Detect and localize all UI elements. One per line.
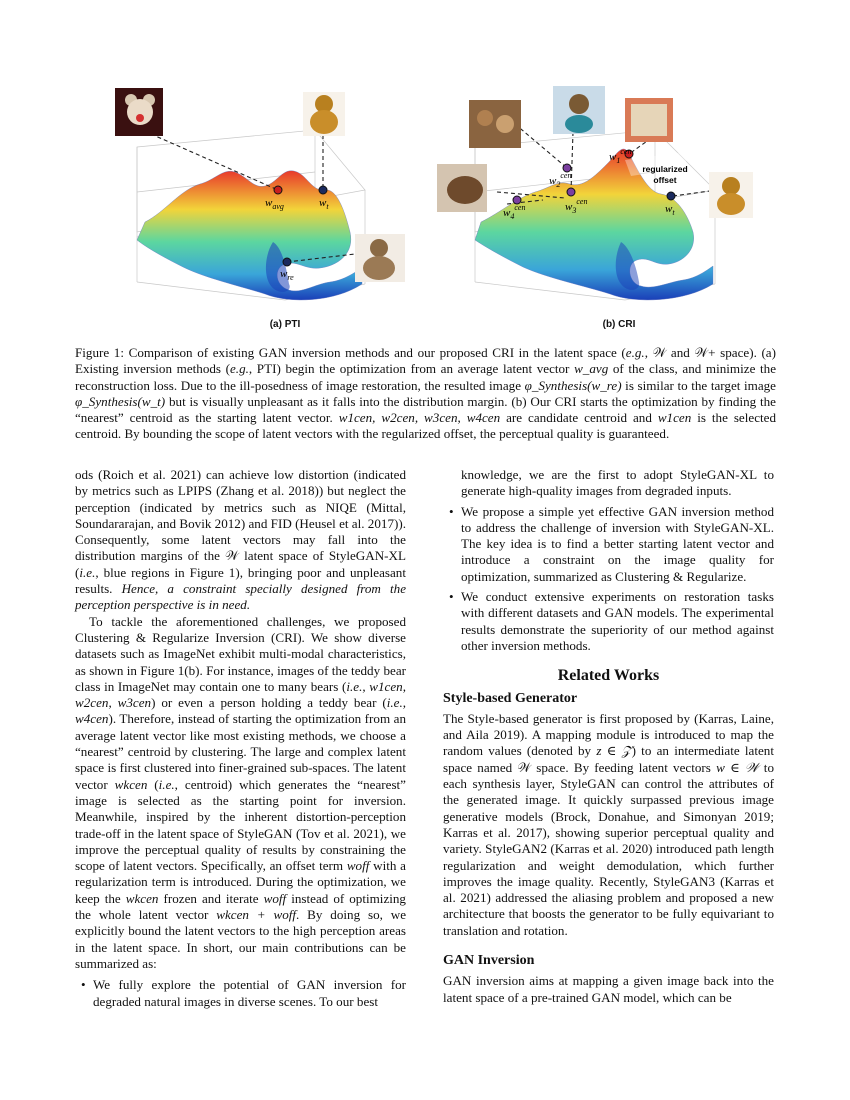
figure-caption: [75, 345, 776, 443]
contribution-1: • We fully explore the potential of GAN inversion for degraded natural images in diverse scenes. To our best: [75, 977, 406, 1010]
math-w-avg: w_avg: [574, 361, 609, 377]
image-target-teddy: [303, 92, 345, 136]
left-column: [75, 467, 406, 1014]
contributions-list-cont: [443, 467, 774, 654]
caption-label: Figure 1:: [75, 345, 124, 360]
marker-w-avg: [274, 186, 282, 194]
subsection-style-based-generator: Style-based Generator: [443, 690, 578, 706]
emphasis-constraint: Hence, a constraint specially designed from the perception perspective is in need.: [75, 581, 407, 613]
contribution-1-continued: knowledge, we are the first to adopt StyleGAN-XL to generate high-quality images from degraded inputs.: [461, 467, 774, 499]
contributions-list-start: [75, 977, 406, 1010]
contribution-2: • We propose a simple yet effective GAN inversion method to address the challenge of inversion with StyleGAN-XL. The key idea is to find a better starting latent vector and introduce a constraint on the image quality for optimization, summarized as Clustering & Regularize.: [443, 504, 774, 585]
caption-text-4: of the class, and minimize the reconstruction loss. Due to the ill-posedness of image restoration, the resulted image: [75, 361, 777, 393]
marker-w-t: [319, 186, 327, 194]
math-phi-re: φ_Synthesis(w_re): [524, 377, 622, 393]
caption-text-2: , 𝒲 and 𝒲+ space). (a) Existing inversion methods (: [75, 345, 776, 377]
caption-text-6: but is visually unpleasant as it falls into the distribution margin. (b) Our CRI starts the optimization by finding the “nearest” centroid as the starting latent vector.: [75, 393, 776, 426]
paragraph-style-based: The Style-based generator is first proposed by (Karras, Laine, and Aila 2019). A mapping module is introduced to map the random values (denoted by z ∈ 𝒵) to an intermediate latent space named 𝒲 space. By feeding latent vectors w ∈ 𝒲 to each synthesis layer, StyleGAN can control the attributes of the generated image. It quickly surpassed previous image generative models (Brock, Donahue, and Simonyan 2019; Karras et al. 2017), showing superior perceptual quality and variety. StyleGAN2 (Karras et al. 2020) introduced path length regularization and weight demodulation, which further improves the image quality. Recently, StyleGAN3 (Karras et al. 2021) addressed the aliasing problem and proposed a new architecture that boosts the generator to be fully equivariant to translation and rotation.: [443, 710, 774, 938]
caption-text-3: , PTI) begin the optimization from an average latent vector: [248, 361, 575, 377]
paragraph-2: To tackle the aforementioned challenges, we proposed Clustering & Regularize Inversion (CRI). We show diverse datasets such as ImageNet exhibit multi-modal characteristics, as shown in Figure 1(b). For instance, images of the teddy bear class in ImageNet may contain one to many bears (i.e., w1cen, w2cen, w3cen) or even a person holding a teddy bear (i.e., w4cen). Therefore, instead of starting the optimization from an average latent vector like most existing methods, we choose a “nearest” centroid by clustering. The large and complex latent space is first clustered into finer-grained sub-spaces. The latent vector wkcen (i.e., centroid) which generates the “nearest” image is selected as the starting point for inversion. Meanwhile, inspired by the inherent distortion-perception trade-off in the latent space of StyleGAN (Tov et al. 2021), we improve the perceptual quality of results by constraining the scope of latent vectors. Specifically, an offset term woff with a regularization term is introduced. During the optimization, we keep the wkcen frozen and iterate woff instead of optimizing the whole latent vector wkcen + woff. By doing so, we explicitly bound the latent vectors to the high perception areas in the latent space. In short, our main contributions can be summarized as:: [75, 613, 407, 971]
label-w-avg: $w_{avg}$: [265, 197, 284, 211]
image-cluster-4: [437, 164, 487, 212]
section-related-works: Related Works: [557, 667, 660, 685]
latent-surface-a: [137, 171, 362, 300]
right-column: [443, 467, 774, 1006]
math-w1-cen: w1cen: [657, 410, 692, 426]
panel-a-caption: (a) PTI: [269, 319, 301, 330]
label-w4-cen: $w_4^{cen}$: [503, 203, 526, 221]
regularized-offset-label-1: regularized: [642, 164, 688, 174]
label-w2-cen: $w_2^{cen}$: [549, 171, 572, 189]
caption-eg-1: e.g.: [625, 345, 645, 360]
math-candidates: w1cen, w2cen, w3cen, w4cen: [338, 410, 501, 426]
figure-1: [75, 72, 775, 340]
label-w-t-b: $w_t$: [665, 203, 675, 217]
caption-text-8: is the selected centroid. By bounding the scope of latent vectors with the regularized offset, the perceptual quality is guaranteed.: [75, 410, 776, 442]
image-avg-teddy: [115, 88, 163, 136]
image-cluster-3: [553, 86, 605, 134]
panel-a-plot: [75, 72, 425, 312]
panel-b-plot: [425, 72, 775, 312]
image-target-teddy-b: [709, 172, 753, 218]
paragraph-gan-inversion: GAN inversion aims at mapping a given image back into the latent space of a pre-trained GAN model, which can be: [443, 973, 774, 1005]
regularized-offset-label-2: offset: [653, 175, 677, 185]
image-reconstructed-teddy: [355, 234, 405, 282]
marker-w-re: [283, 258, 291, 266]
subsection-gan-inversion: GAN Inversion: [443, 953, 535, 969]
label-w3-cen: $w_3^{cen}$: [565, 197, 588, 215]
marker-w3-cen: [567, 188, 575, 196]
marker-w-t-b: [667, 192, 675, 200]
label-w-t: $w_t$: [319, 197, 329, 211]
panel-b-caption: (b) CRI: [602, 319, 636, 330]
label-w-re: $w_{re}$: [280, 268, 294, 282]
image-cluster-2: [469, 100, 521, 148]
paragraph-1: ods (Roich et al. 2021) can achieve low distortion (indicated by metrics such as LPIPS (Zhang et al. 2018)) but neglect the perception (indicated by metrics such as NIQE (Mittal, Soundararajan, and Bovik 2012) and FID (Heusel et al. 2017)). Consequently, some latent vectors may fall into the distribution margins of the 𝒲 latent space of StyleGAN-XL (i.e., blue regions in Figure 1), bringing poor and unpleasant results. Hence, a constraint specially designed from the perception perspective is in need.: [75, 467, 407, 613]
label-w1-cen: $w_1^{cen}$: [609, 147, 632, 165]
image-cluster-1: [625, 98, 673, 142]
caption-text-1: Comparison of existing GAN inversion methods and our proposed CRI in the latent space (: [128, 345, 626, 360]
caption-text-5: is similar to the target image: [621, 377, 776, 393]
caption-text-7: are candidate centroid and: [500, 410, 658, 426]
math-phi-t: φ_Synthesis(w_t): [75, 393, 166, 409]
contribution-3: • We conduct extensive experiments on restoration tasks with different datasets and GAN models. The experimental results demonstrate the superiority of our method against other inversion methods.: [443, 589, 774, 654]
caption-eg-2: e.g.: [230, 361, 249, 377]
